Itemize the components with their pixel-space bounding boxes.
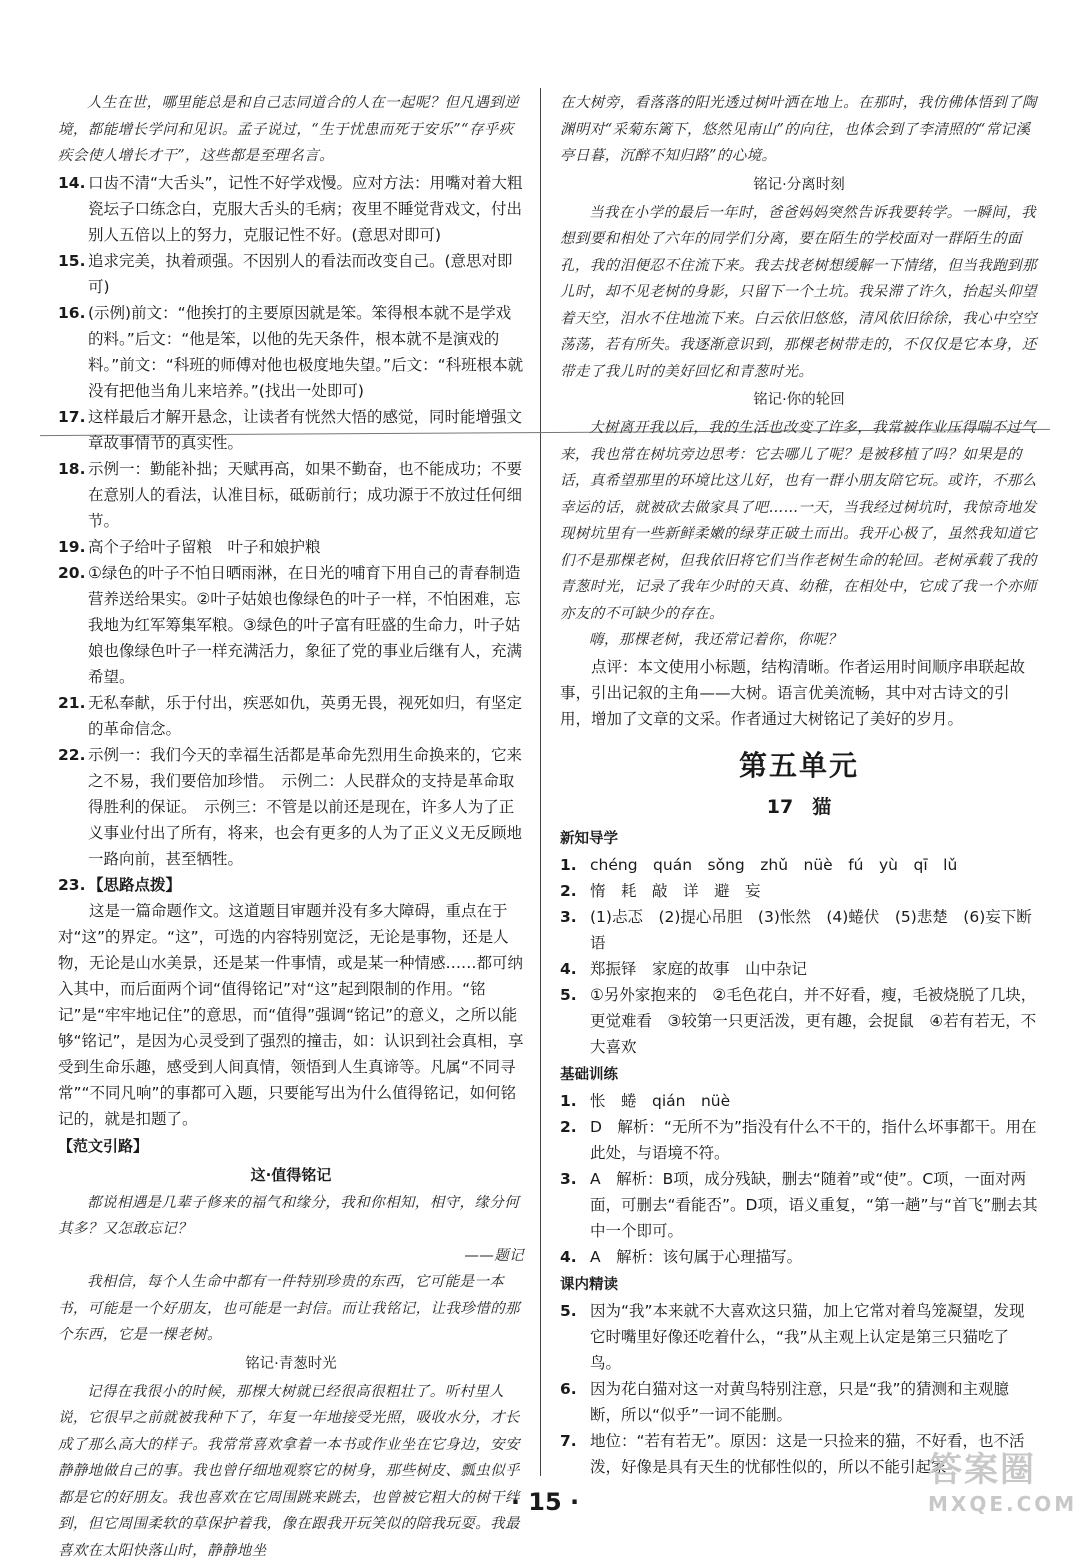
- answer-a1: 1. chéng quán sǒng zhǔ nüè fú yù qī lǔ: [560, 852, 1038, 878]
- answer-b1: 1. 怅 蜷 qián nüè: [560, 1088, 1038, 1114]
- essay-comment: 点评：本文使用小标题，结构清晰。作者运用时间顺序串联起故事，引出记叙的主角——大树。语言优美流畅，其中对古诗文的引用，增加了文章的文采。作者通过大树铭记了美好的岁月。: [560, 654, 1038, 732]
- lesson-title: 17 猫: [560, 790, 1038, 824]
- answer-18: 18. 示例一：勤能补拙；天赋再高，如果不勤奋，也不能成功；不要在意别人的看法，认准目标，砥砺前行；成功源于不放过任何细节。: [58, 456, 524, 534]
- answer-a2: 2. 惰 耗 敲 详 避 妄: [560, 878, 1038, 904]
- essay-title: 这·值得铭记: [58, 1160, 524, 1190]
- essay-continuation: 人生在世，哪里能总是和自己志同道合的人在一起呢？但凡遇到逆境，都能增长学问和见识。孟子说过，“生于忧患而死于安乐”“存乎疢疾会使人增长才干”，这些都是至理名言。: [58, 90, 524, 170]
- column-divider: [540, 88, 541, 1476]
- model-essay-tag: 【范文引路】: [58, 1132, 524, 1160]
- answer-19: 19. 高个子给叶子留粮 叶子和娘护粮: [58, 534, 524, 560]
- answer-21: 21. 无私奉献，乐于付出，疾恶如仇，英勇无畏，视死如归，有坚定的革命信念。: [58, 690, 524, 742]
- answer-a5: 5. ①另外家抱来的 ②毛色花白，并不好看，瘦，毛被烧脱了几块，更觉难看 ③较第一只更活泼，更有趣，会捉鼠 ④若有若无，不大喜欢: [560, 982, 1038, 1060]
- essay-paragraph-3: 当我在小学的最后一年时，爸爸妈妈突然告诉我要转学。一瞬间，我想到要和相处了六年的同学们分离，要在陌生的学校面对一群陌生的面孔，我的泪便忍不住流下来。我去找老树想缓解一下情绪，但当我跑到那儿时，却不见老树的身影，只留下一个土坑。我呆滞了许久，抬起头仰望着天空，泪水不住地流下来。白云依旧悠悠，清风依旧徐徐，我心中空空荡荡，若有所失。我逐渐意识到，那棵老树带走的，不仅仅是它本身，还带走了我儿时的美好回忆和青葱时光。: [560, 200, 1038, 386]
- answer-16: 16. (示例)前文：“他挨打的主要原因就是笨。笨得根本就不是学戏的料。”后文：“他是笨，以他的先天条件，根本就不是演戏的料。”前文：“科班的师傅对他也极度地失望。”后文：“科班根本就没有把他当角儿来培养。”(找出一处即可): [58, 300, 524, 404]
- essay-subtitle-3: 铭记·你的轮回: [560, 385, 1038, 415]
- answer-22: 22. 示例一：我们今天的幸福生活都是革命先烈用生命换来的，它来之不易，我们要倍加珍惜。 示例二：人民群众的支持是革命取得胜利的保证。 示例三：不管是以前还是现在，许多人为了正义事业付出了所有，将来，也会有更多的人为了正义义无反顾地一路向前，甚至牺牲。: [58, 742, 524, 872]
- answer-c5: 5. 因为“我”本来就不大喜欢这只猫，加上它常对着鸟笼凝望，发现它时嘴里好像还吃着什么，“我”从主观上认定是第三只猫吃了鸟。: [560, 1298, 1038, 1376]
- answer-c7: 7. 地位：“若有若无”。原因：这是一只捡来的猫，不好看，也不活泼，好像是具有天生的忧郁性似的，所以不能引起家: [560, 1428, 1038, 1480]
- essay-paragraph-2: 记得在我很小的时候，那棵大树就已经很高很粗壮了。听村里人说，它很早之前就被我种下了，年复一年地接受光照，吸收水分，才长成了那么高大的样子。我常常喜欢拿着一本书或作业坐在它身边，安安静静地做自己的事。我也曾仔细地观察它的树身，那些树皮、瓢虫似乎都是它的好朋友。我也喜欢在它周围跳来跳去，也曾被它粗大的树干绊到，但它周围柔软的草保护着我，像在跟我开玩笑似的陪我玩耍。我最喜欢在太阳快落山时，静静地坐: [58, 1379, 524, 1564]
- essay-subtitle-1: 铭记·青葱时光: [58, 1349, 524, 1379]
- answer-b4: 4. A 解析：该句属于心理描写。: [560, 1244, 1038, 1270]
- epigraph-attribution: ——题记: [58, 1243, 524, 1270]
- right-column: [560, 90, 1038, 1480]
- answer-17: 17. 这样最后才解开悬念，让读者有恍然大悟的感觉，同时能增强文章故事情节的真实性。: [58, 404, 524, 456]
- essay-paragraph-4: 大树离开我以后，我的生活也改变了许多，我常被作业压得喘不过气来，我也常在树坑旁边思考：它去哪儿了呢？是被移植了吗？如果是的话，真希望那里的环境比这儿好，也有一群小朋友陪它玩。或许，不那么幸运的话，就被砍去做家具了吧……一天，当我经过树坑时，我惊奇地发现树坑里有一些新鲜柔嫩的绿芽正破土而出。我开心极了，虽然我知道它们不是那棵老树，但我依旧将它们当作老树生命的轮回。老树承载了我的青葱时光，记录了我年少时的天真、幼稚，在相处中，它成了我一个亦师亦友的不可缺少的存在。: [560, 415, 1038, 627]
- answer-23: 23. 【思路点拨】: [58, 872, 524, 898]
- answer-15: 15. 追求完美，执着顽强。不因别人的看法而改变自己。(意思对即可): [58, 248, 524, 300]
- answer-c6: 6. 因为花白猫对这一对黄鸟特别注意，只是“我”的猜测和主观臆断，所以“似乎”一词不能删。: [560, 1376, 1038, 1428]
- essay-epigraph: 都说相遇是几辈子修来的福气和缘分，我和你相知，相守，缘分何其多？又怎敢忘记？: [58, 1190, 524, 1243]
- unit-title: 第五单元: [560, 742, 1038, 790]
- section-jichu: 基础训练: [560, 1062, 1038, 1088]
- essay-paragraph-1: 我相信，每个人生命中都有一件特别珍贵的东西，它可能是一本书，可能是一个好朋友，也可能是一封信。而让我铭记，让我珍惜的那个东西，它是一棵老树。: [58, 1269, 524, 1349]
- essay-subtitle-2: 铭记·分离时刻: [560, 170, 1038, 200]
- answer-b2: 2. D 解析：“无所不为”指没有什么不干的，指什么坏事都干。用在此处，与语境不符。: [560, 1114, 1038, 1166]
- answer-20: 20. ①绿色的叶子不怕日晒雨淋，在日光的哺育下用自己的青春制造营养送给果实。②叶子姑娘也像绿色的叶子一样，不怕困难，忘我地为红军筹集军粮。③绿色的叶子富有旺盛的生命力，叶子姑娘也像绿色叶子一样充满活力，象征了党的事业后继有人，充满希望。: [58, 560, 524, 690]
- section-xinzhi: 新知导学: [560, 826, 1038, 852]
- writing-analysis: 这是一篇命题作文。这道题目审题并没有多大障碍，重点在于对“这”的界定。“这”，可选的内容特别宽泛，无论是事物，还是人物，无论是山水美景，还是某一件事情，或是某一种情感……都可纳入其中，而后面两个词“值得铭记”对“这”起到限制的作用。“铭记”是“牢牢地记住”的意思，而“值得”强调“铭记”的意义，之所以能够“铭记”，是因为心灵受到了强烈的撞击，如：认识到社会真相，享受到生命乐趣，感受到人间真情，领悟到人生真谛等。凡属“不同寻常”“不同凡响”的事都可入题，只要能写出为什么值得铭记，如何铭记的，就是扣题了。: [58, 898, 524, 1132]
- left-column: [58, 90, 524, 1564]
- answer-14: 14. 口齿不清“大舌头”，记性不好学戏慢。应对方法：用嘴对着大粗瓷坛子口练念白，克服大舌头的毛病；夜里不睡觉背戏文，付出别人五倍以上的努力，克服记性不好。(意思对即可): [58, 170, 524, 248]
- answer-a3: 3. (1)忐忑 (2)提心吊胆 (3)怅然 (4)蜷伏 (5)悲楚 (6)妄下断语: [560, 904, 1038, 956]
- essay-paragraph-2-cont: 在大树旁，看落落的阳光透过树叶洒在地上。在那时，我仿佛体悟到了陶渊明对“采菊东篱下，悠然见南山”的向往，也体会到了李清照的“常记溪亭日暮，沉醉不知归路”的心境。: [560, 90, 1038, 170]
- section-kenei: 课内精读: [560, 1272, 1038, 1298]
- watermark-logo: 答案圈 MXQE.COM: [928, 1448, 1078, 1528]
- essay-ending: 嗨，那棵老树，我还常记着你，你呢？: [560, 627, 1038, 654]
- answer-a4: 4. 郑振铎 家庭的故事 山中杂记: [560, 956, 1038, 982]
- page-number: · 15 ·: [500, 1488, 590, 1516]
- answer-b3: 3. A 解析：B项，成分残缺，删去“随着”或“使”。C项，一面对两面，可删去“看能否”。D项，语义重复，“第一趟”与“首飞”删去其中一个即可。: [560, 1166, 1038, 1244]
